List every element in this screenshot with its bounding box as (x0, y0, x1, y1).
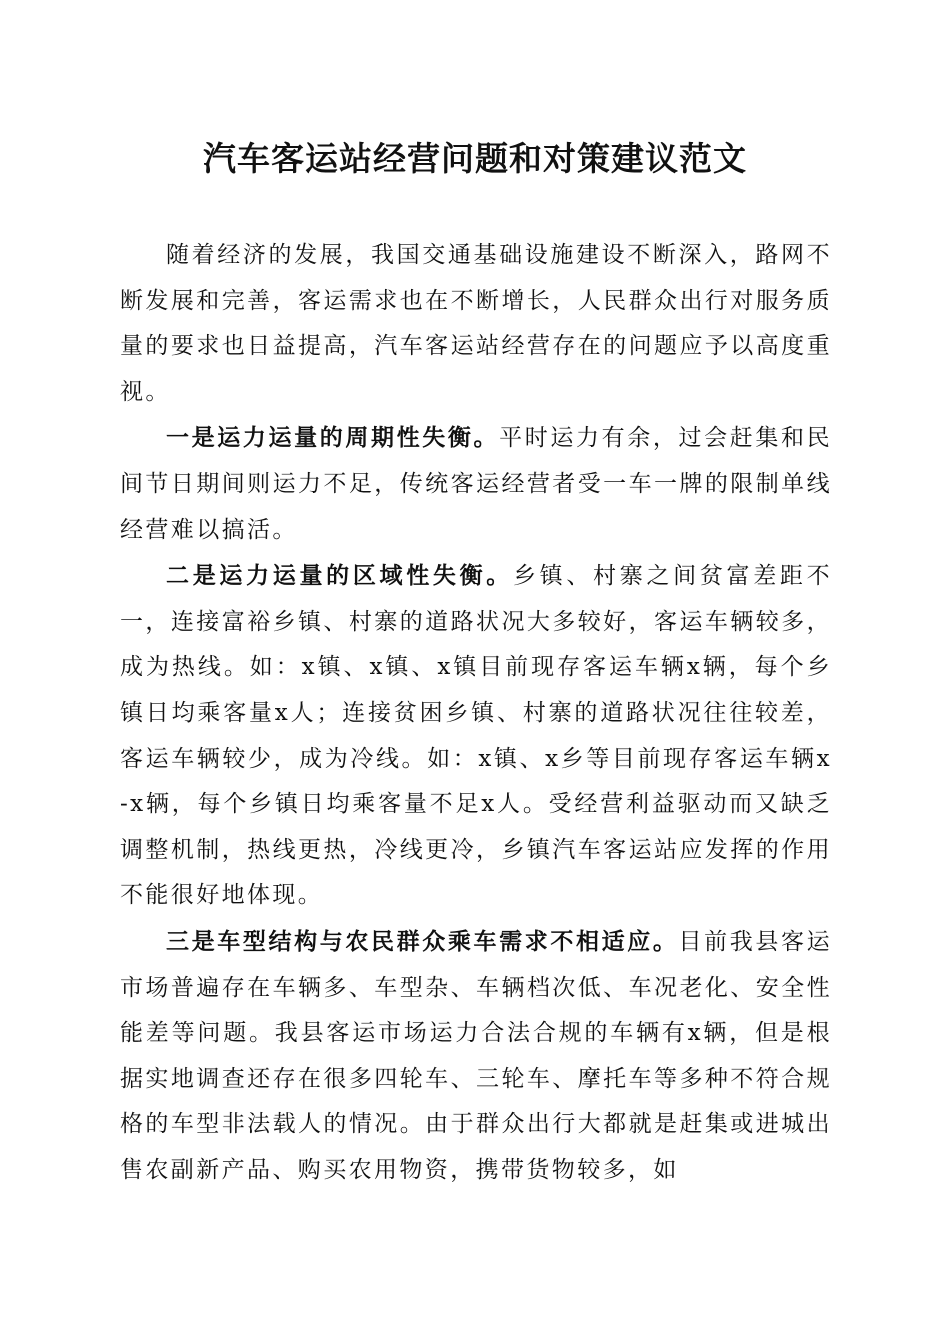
document-body (120, 233, 832, 1193)
paragraph-point-1 (120, 415, 832, 553)
paragraph-text: 随着经济的发展，我国交通基础设施建设不断深入，路网不断发展和完善，客运需求也在不断增长，人民群众出行对服务质量的要求也日益提高，汽车客运站经营存在的问题应予以高度重视。 (120, 242, 832, 405)
paragraph-text: 目前我县客运市场普遍存在车辆多、车型杂、车辆档次低、车况老化、安全性能差等问题。我县客运市场运力合法合规的车辆有x辆，但是根据实地调查还存在很多四轮车、三轮车、摩托车等多种不符合规格的车型非法载人的情况。由于群众出行大都就是赶集或进城出售农副新产品、购买农用物资，携带货物较多，如 (120, 928, 833, 1183)
paragraph-intro (120, 233, 832, 415)
paragraph-text: 乡镇、村寨之间贫富差距不一，连接富裕乡镇、村寨的道路状况大多较好，客运车辆较多，成为热线。如：x镇、x镇、x镇目前现存客运车辆x辆，每个乡镇日均乘客量x人；连接贫困乡镇、村寨的道路状况往往较差，客运车辆较少，成为冷线。如：x镇、x乡等目前现存客运车辆x-x辆，每个乡镇日均乘客量不足x人。受经营利益驱动而又缺乏调整机制，热线更热，冷线更冷，乡镇汽车客运站应发挥的作用不能很好地体现。 (120, 563, 832, 909)
paragraph-point-2 (120, 553, 832, 919)
paragraph-point-3 (120, 919, 832, 1194)
paragraph-lead: 二是运力运量的区域性失衡。 (166, 562, 513, 590)
document-title: 汽车客运站经营问题和对策建议范文 (203, 139, 747, 178)
paragraph-lead: 一是运力运量的周期性失衡。 (166, 424, 500, 452)
paragraph-text: 平时运力有余，过会赶集和民间节日期间则运力不足，传统客运经营者受一车一牌的限制单线经营难以搞活。 (120, 425, 832, 543)
paragraph-lead: 三是车型结构与农民群众乘车需求不相适应。 (166, 927, 679, 955)
